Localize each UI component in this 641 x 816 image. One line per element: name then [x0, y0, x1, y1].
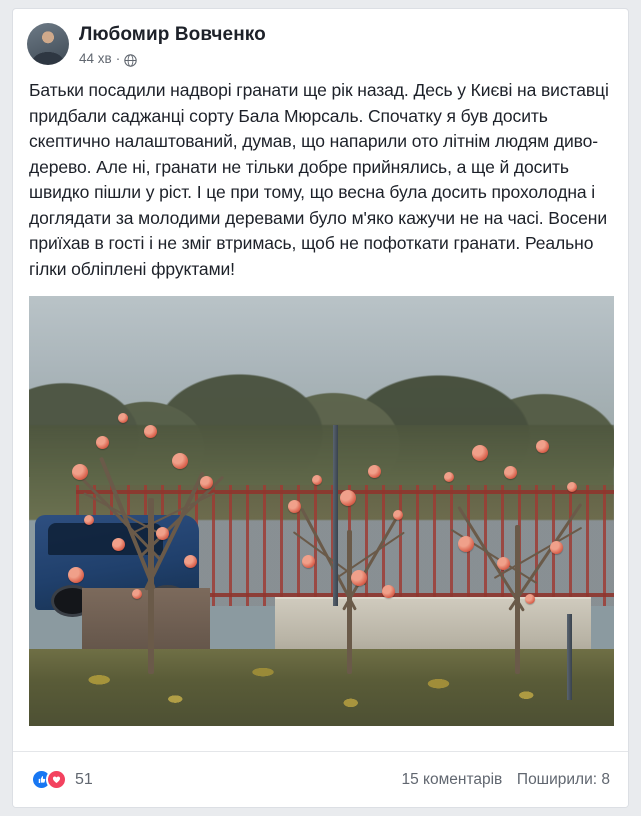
fence-pole-center	[333, 425, 338, 606]
author-name[interactable]: Любомир Вовченко	[79, 24, 266, 45]
post-body-text: Батьки посадили надворі гранати ще рік назад. Десь у Києві на виставці придбали саджанці сорту Бала Мюрсаль. Спочатку я був досить скептично налаштований, думав, що напарили ото літнім людям диво-дерево. Але ні, гранати не тільки добре прийнялись, а ще й досить швидко пішли у ріст. І це при тому, що весна була досить прохолодна і доглядати за молодими деревами було м'яко кажучи не на часі. Восени приїхав в гості і не зміг втримась, щоб не пофоткати гранати. Реально гілки обліплені фруктами!	[29, 80, 609, 279]
post-header	[13, 9, 628, 66]
meta-separator: ·	[115, 51, 121, 66]
comments-count[interactable]: 15 коментарів	[401, 770, 503, 788]
photo-canvas	[29, 296, 614, 726]
footer-counts	[401, 771, 610, 789]
heart-icon	[46, 769, 67, 790]
post-footer	[13, 751, 628, 807]
shares-count[interactable]: Поширили: 8	[516, 770, 610, 788]
post-photo[interactable]	[29, 296, 614, 726]
avatar[interactable]	[27, 23, 69, 65]
post-header-text	[79, 23, 266, 66]
globe-icon	[124, 54, 137, 67]
post-timestamp[interactable]: 44 хв	[79, 51, 112, 66]
post-pole-right	[567, 614, 572, 700]
post-meta	[79, 51, 266, 66]
pomegranate-tree-middle	[263, 425, 439, 674]
reactions-group[interactable]	[31, 769, 93, 790]
pomegranate-tree-left	[52, 391, 251, 675]
reaction-count[interactable]: 51	[75, 770, 93, 788]
facebook-post-card	[12, 8, 629, 808]
pomegranate-tree-right	[427, 408, 603, 675]
